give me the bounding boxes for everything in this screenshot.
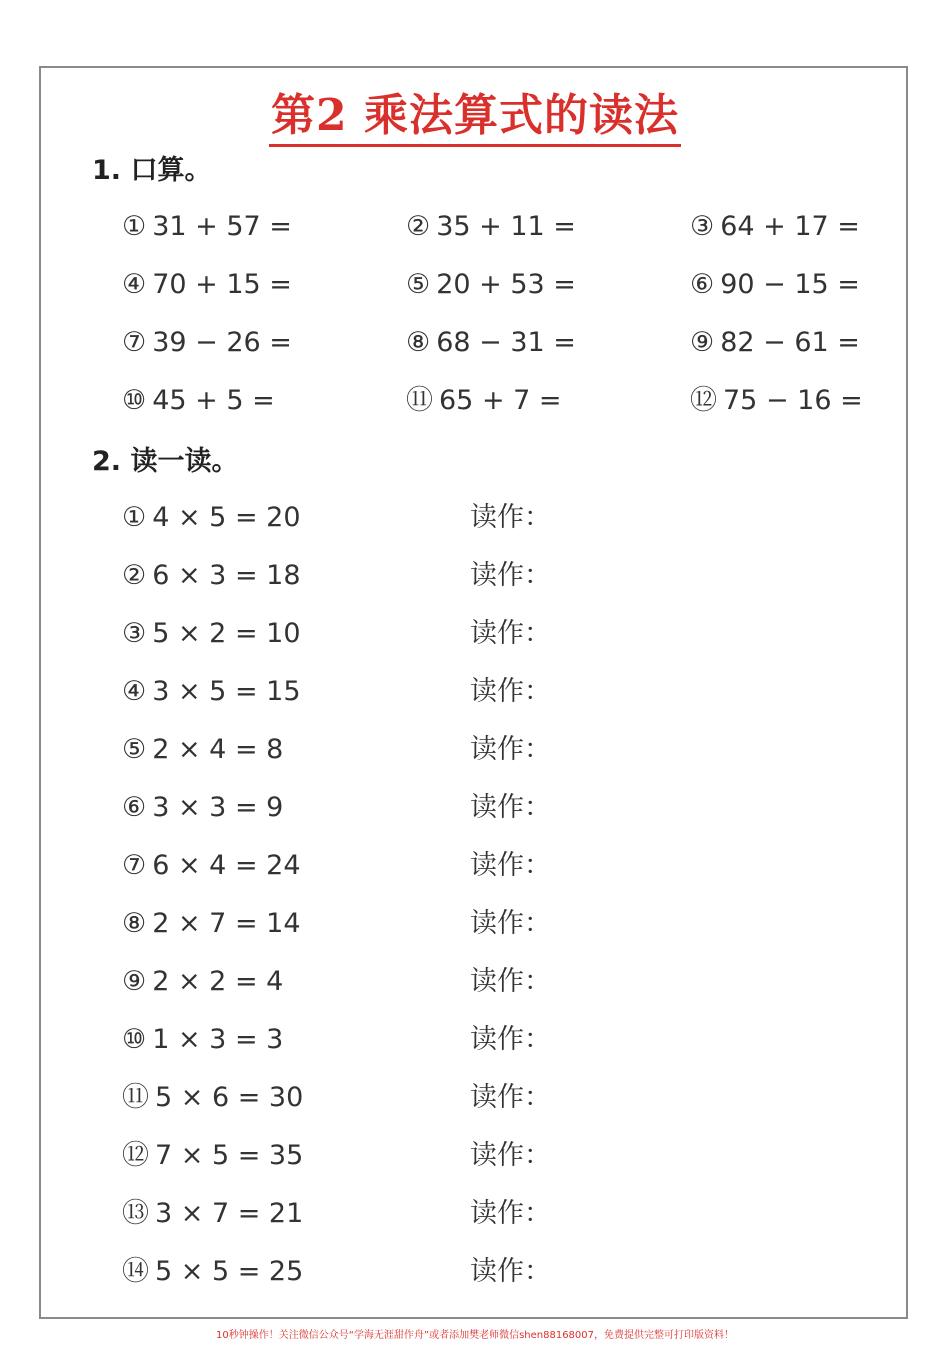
section2-item: ③ 5 × 2 = 10 [122, 618, 301, 649]
section1-item: ⑦ 39 − 26 = [122, 327, 292, 358]
read-as-label: 读作： [470, 1140, 551, 1171]
section1-item: ⑩ 45 + 5 = [122, 385, 275, 416]
read-as-label: 读作： [470, 502, 551, 533]
section2-item: ⑪ 5 × 6 = 30 [122, 1082, 304, 1113]
read-as-label: 读作： [470, 676, 551, 707]
section2-item: ⑨ 2 × 2 = 4 [122, 966, 284, 997]
section2-item: ⑬ 3 × 7 = 21 [122, 1198, 304, 1229]
section1-item: ⑧ 68 − 31 = [406, 327, 576, 358]
section2-item: ⑧ 2 × 7 = 14 [122, 908, 301, 939]
read-as-label: 读作： [470, 850, 551, 881]
section1-heading: 1. 口算。 [92, 155, 212, 186]
section2-item: ② 6 × 3 = 18 [122, 560, 301, 591]
read-as-label: 读作： [470, 560, 551, 591]
section2-item: ⑥ 3 × 3 = 9 [122, 792, 284, 823]
section1-item: ⑨ 82 − 61 = [690, 327, 860, 358]
footer-note: 10秒钟操作！关注微信公众号“学海无涯甜作舟”或者添加樊老师微信shen88168007，免费提供完整可打印版资料！ [215, 1330, 735, 1341]
section2-heading: 2. 读一读。 [92, 446, 239, 477]
section2-item: ⑤ 2 × 4 = 8 [122, 734, 284, 765]
section2-item: ① 4 × 5 = 20 [122, 502, 301, 533]
section2-item: ⑭ 5 × 5 = 25 [122, 1256, 304, 1287]
read-as-label: 读作： [470, 734, 551, 765]
section1-item: ⑤ 20 + 53 = [406, 269, 576, 300]
section1-item: ① 31 + 57 = [122, 211, 292, 242]
section2-item: ⑩ 1 × 3 = 3 [122, 1024, 284, 1055]
section2-item: ⑦ 6 × 4 = 24 [122, 850, 301, 881]
page-title-text: 第2 乘法算式的读法 [269, 88, 681, 147]
read-as-label: 读作： [470, 618, 551, 649]
read-as-label: 读作： [470, 1256, 551, 1287]
section1-item: ⑥ 90 − 15 = [690, 269, 860, 300]
read-as-label: 读作： [470, 1082, 551, 1113]
section1-item: ③ 64 + 17 = [690, 211, 860, 242]
section1-item: ⑪ 65 + 7 = [406, 385, 562, 416]
section1-item: ② 35 + 11 = [406, 211, 576, 242]
section1-item: ⑫ 75 − 16 = [690, 385, 863, 416]
read-as-label: 读作： [470, 792, 551, 823]
read-as-label: 读作： [470, 908, 551, 939]
section2-item: ④ 3 × 5 = 15 [122, 676, 301, 707]
section2-item: ⑫ 7 × 5 = 35 [122, 1140, 304, 1171]
section1-item: ④ 70 + 15 = [122, 269, 292, 300]
read-as-label: 读作： [470, 966, 551, 997]
read-as-label: 读作： [470, 1024, 551, 1055]
read-as-label: 读作： [470, 1198, 551, 1229]
page-title [0, 88, 950, 147]
